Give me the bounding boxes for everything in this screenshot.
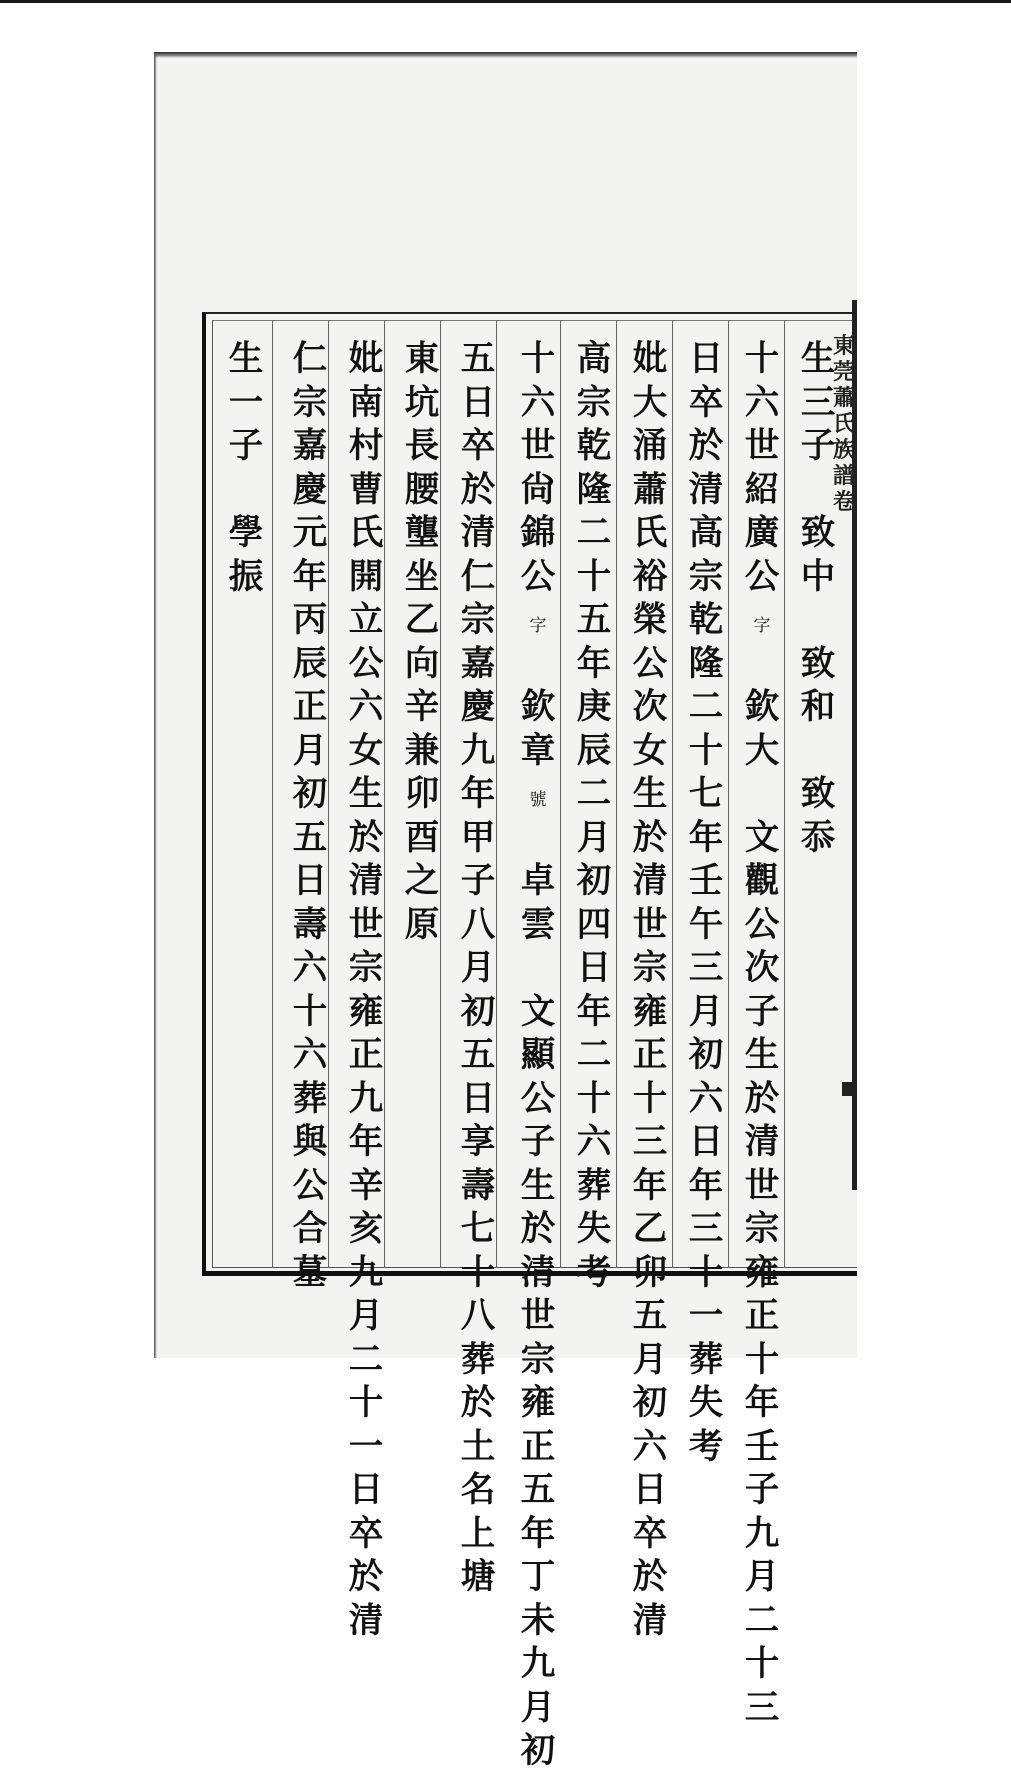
- column-text: 卓 雲 文 顯 公 子 生 於 清 世 宗 雍 正 五 年 丁 未 九 月 初: [520, 861, 556, 1771]
- column-rule: [272, 320, 273, 1268]
- column-text: 妣 南 村 曹 氏 開 立 公 六 女 生 於 清 世 宗 雍 正 九 年 辛 亥 九 月 二 十 一 日 卒 於 清: [348, 339, 384, 1641]
- column-text: 生 一 子 學 振: [228, 339, 264, 597]
- column-text: 生 三 子 致 中 致 和 致 忝: [800, 339, 836, 858]
- page-left-edge: [154, 55, 157, 1358]
- column-text: 五 日 卒 於 清 仁 宗 嘉 慶 九 年 甲 子 八 月 初 五 日 享 壽 七 十 八 葬 於 土 名 上 塘: [460, 339, 496, 1597]
- annotation-glyph: 字: [753, 616, 771, 636]
- text-column: [222, 338, 270, 599]
- text-column: [570, 338, 618, 1295]
- text-column: [514, 338, 562, 1774]
- text-column: [286, 338, 334, 1295]
- text-column: [682, 338, 730, 1469]
- text-column: [454, 338, 502, 1600]
- text-column: [626, 338, 674, 1643]
- top-border-line: [0, 0, 1011, 3]
- column-text: 日 卒 於 清 高 宗 乾 隆 二 十 七 年 壬 午 三 月 初 六 日 年 三 十 一 葬 失 考: [688, 339, 724, 1467]
- margin-title: 東莞蕭氏族譜卷: [832, 333, 855, 515]
- text-column: [342, 338, 390, 1643]
- column-text: 欽 章: [520, 687, 556, 771]
- column-text: 欽 大 文 觀 公 次 子 生 於 清 世 宗 雍 正 十 年 壬 子 九 月 二 十 三: [744, 687, 780, 1728]
- column-text: 妣 大 涌 蕭 氏 裕 榮 公 次 女 生 於 清 世 宗 雍 正 十 三 年 乙 卯 五 月 初 六 日 卒 於 清: [632, 339, 668, 1641]
- text-column: [794, 338, 842, 860]
- annotation-glyph: 號: [529, 790, 547, 810]
- column-text: 十 六 世 紹 廣 公: [744, 339, 780, 597]
- page-top-edge: [154, 52, 857, 58]
- text-column: [398, 338, 446, 947]
- fishtail-mark: [842, 1082, 856, 1096]
- annotation-glyph: 字: [529, 616, 547, 636]
- text-column: [738, 338, 786, 1730]
- column-text: 高 宗 乾 隆 二 十 五 年 庚 辰 二 月 初 四 日 年 二 十 六 葬 失 考: [576, 339, 612, 1293]
- column-text: 仁 宗 嘉 慶 元 年 丙 辰 正 月 初 五 日 壽 六 十 六 葬 與 公 合 墓: [292, 339, 328, 1293]
- column-text: 東 坑 長 腰 壟 坐 乙 向 辛 兼 卯 酉 之 原: [404, 339, 440, 945]
- column-text: 十 六 世 尙 錦 公: [520, 339, 556, 597]
